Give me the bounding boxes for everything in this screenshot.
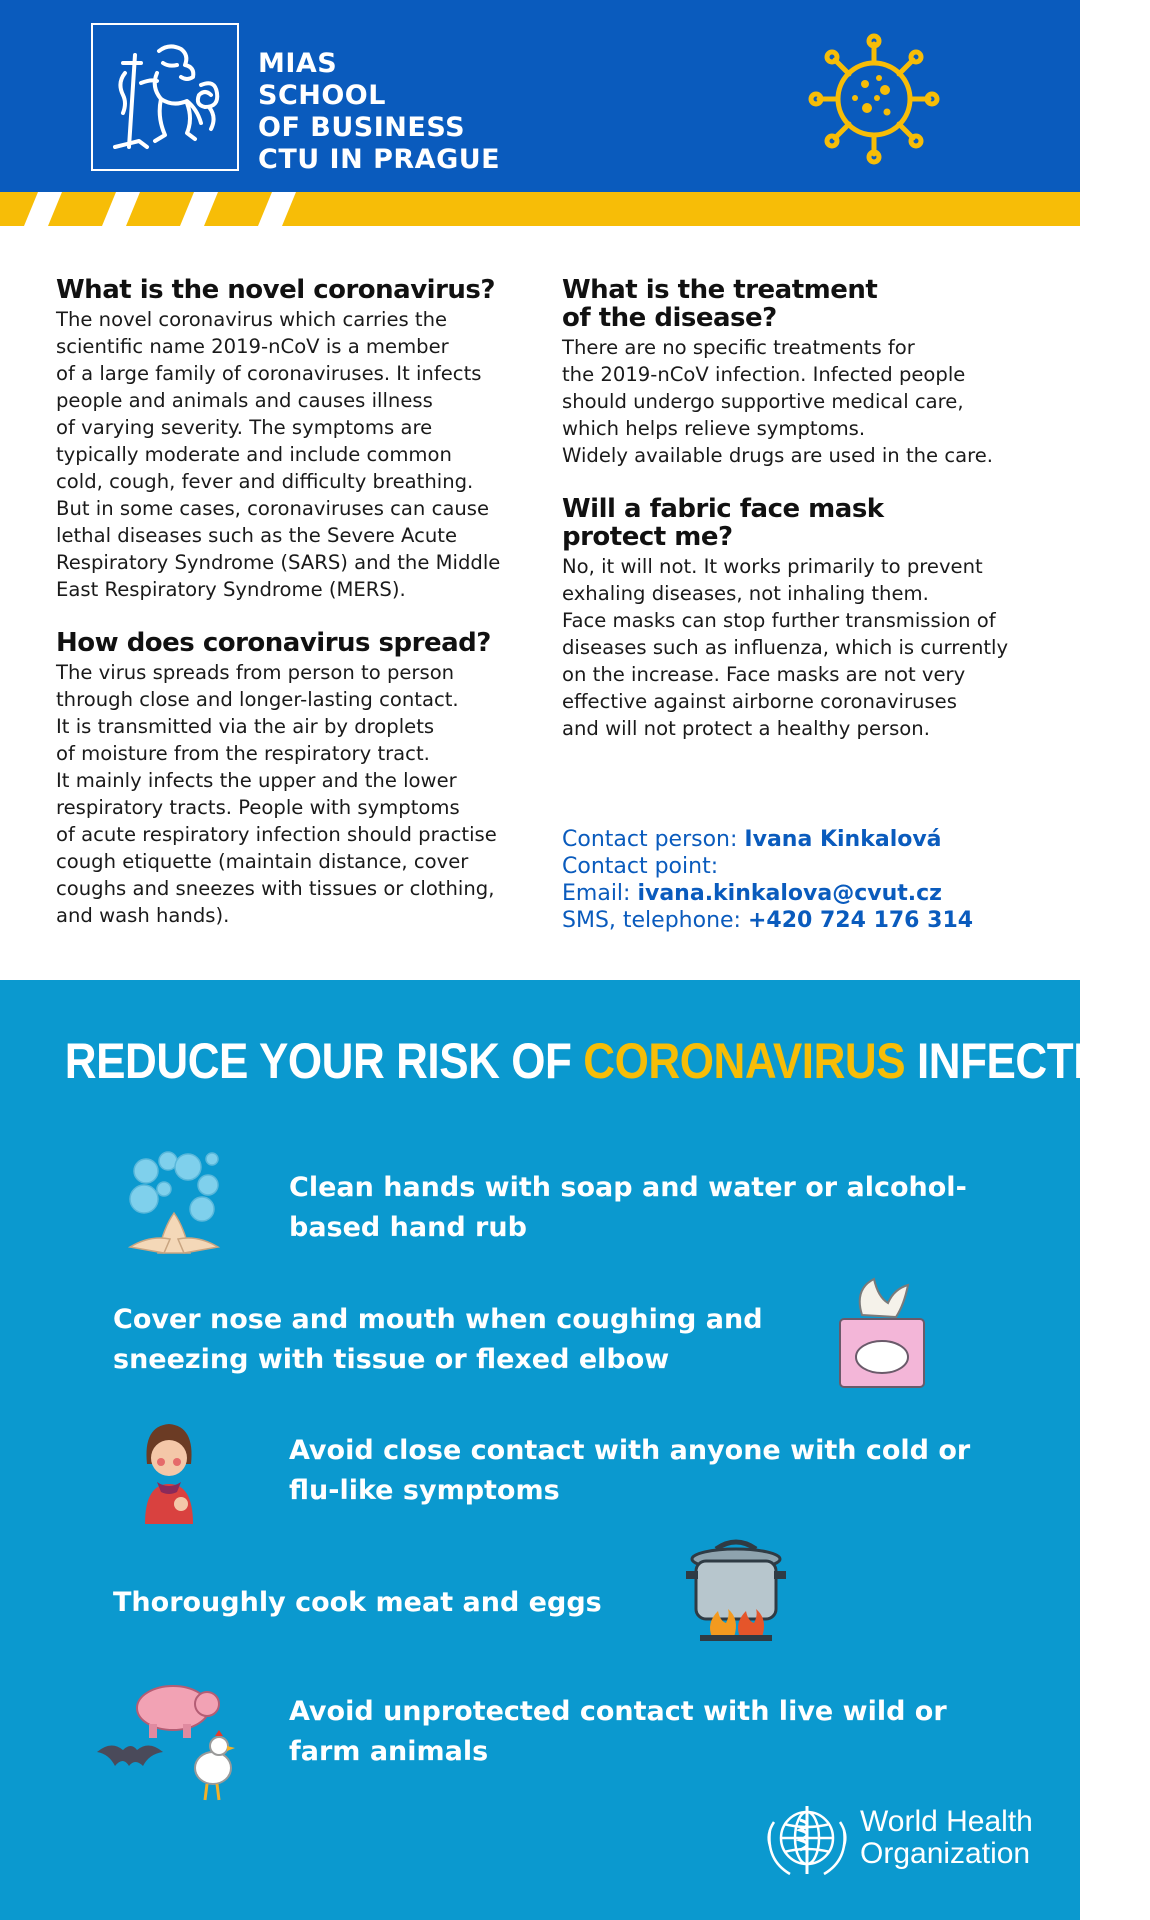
faq-title-line: of the disease? [562,303,777,333]
contact-person-row [562,826,973,853]
faq-line: of a large family of coronaviruses. It infects [56,362,482,385]
header-stripe [0,192,1080,226]
faq-treatment [562,276,1062,469]
faq-body [56,659,546,929]
faq-line: lethal diseases such as the Severe Acute [56,524,458,547]
faq-line: should undergo supportive medical care, [562,390,964,413]
tip-line: Avoid unprotected contact with live wild or [289,1696,947,1727]
tip-avoid-close-contact [289,1431,970,1511]
school-name [258,48,500,176]
faq-line: cold, cough, fever and difficulty breathing. [56,470,474,493]
faq-line: on the increase. Face masks are not very [562,663,966,686]
faq-line: It is transmitted via the air by droplets [56,715,435,738]
faq-line: and will not protect a healthy person. [562,717,930,740]
ctu-lion-logo-icon [91,23,239,171]
faq-line: scientific name 2019-nCoV is a member [56,335,449,358]
faq-line: The virus spreads from person to person [56,661,455,684]
faq-line: East Respiratory Syndrome (MERS). [56,578,406,601]
risk-title-highlight: CORONAVIRUS [583,1033,906,1089]
faq-body [56,306,546,603]
school-name-line: CTU IN PRAGUE [258,144,501,175]
tip-line: Clean hands with soap and water or alcohol- [289,1172,967,1203]
faq-line: No, it will not. It works primarily to prevent [562,555,983,578]
faq-title [562,276,1062,332]
faq-what-is-coronavirus [56,276,546,603]
faq-line: The novel coronavirus which carries the [56,308,448,331]
tip-cook-meat [113,1583,602,1623]
contact-info [562,826,973,934]
faq-line: of varying severity. The symptoms are [56,416,433,439]
cooking-pot-icon [686,1537,786,1641]
risk-section [0,980,1150,1920]
faq-how-does-it-spread [56,629,546,929]
faq-title-line: Will a fabric face mask [562,494,884,524]
contact-phone-number[interactable]: +420 724 176 314 [747,908,974,933]
tip-line: sneezing with tissue or flexed elbow [113,1344,670,1375]
school-name-line: MIAS [258,48,338,79]
faq-line: through close and longer-lasting contact. [56,688,459,711]
faq-line: cough etiquette (maintain distance, cover [56,850,469,873]
who-wordmark-line: Organization [860,1837,1031,1870]
school-name-line: SCHOOL [258,80,386,111]
header-banner [0,0,1080,192]
risk-title-before: REDUCE YOUR RISK OF [64,1033,584,1089]
faq-title: How does coronavirus spread? [56,628,491,658]
faq-title-line: protect me? [562,522,733,552]
contact-point-label: Contact point: [562,854,719,879]
faq-line: of acute respiratory infection should practise [56,823,497,846]
tip-line: flu-like symptoms [289,1475,560,1506]
faq-line: typically moderate and include common [56,443,452,466]
coronavirus-icon [807,32,941,166]
faq-line: of moisture from the respiratory tract. [56,742,430,765]
contact-person-name: Ivana Kinkalová [744,827,942,852]
faq-line: effective against airborne coronaviruses [562,690,957,713]
faq-line: There are no specific treatments for [562,336,915,359]
contact-email-row [562,880,973,907]
who-wordmark-line: World Health [860,1805,1033,1838]
tip-cover-nose [113,1300,763,1380]
faq-line: diseases such as influenza, which is currently [562,636,1009,659]
faq-body [562,553,1062,742]
left-column [56,276,546,929]
faq-line: Face masks can stop further transmission of [562,609,996,632]
faq-title [562,495,1062,551]
faq-line: the 2019-nCoV infection. Infected people [562,363,966,386]
tip-line: Cover nose and mouth when coughing and [113,1304,763,1335]
contact-phone-row [562,907,973,934]
faq-line: and wash hands). [56,904,230,927]
risk-section-title [64,1032,1150,1090]
farm-animals-icon [95,1680,245,1802]
who-emblem-icon [764,1800,850,1880]
contact-phone-label: SMS, telephone: [562,908,741,933]
school-name-line: OF BUSINESS [258,112,466,143]
faq-line: people and animals and causes illness [56,389,433,412]
right-column [562,276,1062,742]
tip-avoid-animals [289,1692,947,1772]
faq-line: which helps relieve symptoms. [562,417,866,440]
tip-line: Avoid close contact with anyone with cold or [289,1435,971,1466]
faq-title: What is the novel coronavirus? [56,275,495,305]
faq-line: It mainly infects the upper and the lower [56,769,457,792]
faq-line: But in some cases, coronaviruses can cause [56,497,490,520]
faq-line: respiratory tracts. People with symptoms [56,796,460,819]
faq-face-mask [562,495,1062,742]
tissue-box-icon [834,1275,930,1393]
tip-line: based hand rub [289,1212,527,1243]
risk-title-after: INFECTION [905,1033,1150,1089]
faq-line: exhaling diseases, not inhaling them. [562,582,929,605]
tip-line: Thoroughly cook meat and eggs [113,1587,602,1618]
faq-title-line: What is the treatment [562,275,878,305]
contact-email-label: Email: [562,881,631,906]
tip-clean-hands [289,1168,967,1248]
sick-person-icon [137,1420,201,1524]
tip-line: farm animals [289,1736,489,1767]
faq-line: Respiratory Syndrome (SARS) and the Middle [56,551,501,574]
faq-body [562,334,1062,469]
faq-line: Widely available drugs are used in the care. [562,444,994,467]
contact-email-link[interactable]: ivana.kinkalova@cvut.cz [637,881,942,906]
handwashing-icon [124,1147,224,1255]
who-wordmark [860,1806,1033,1870]
faq-line: coughs and sneezes with tissues or clothing, [56,877,495,900]
contact-person-label: Contact person: [562,827,738,852]
